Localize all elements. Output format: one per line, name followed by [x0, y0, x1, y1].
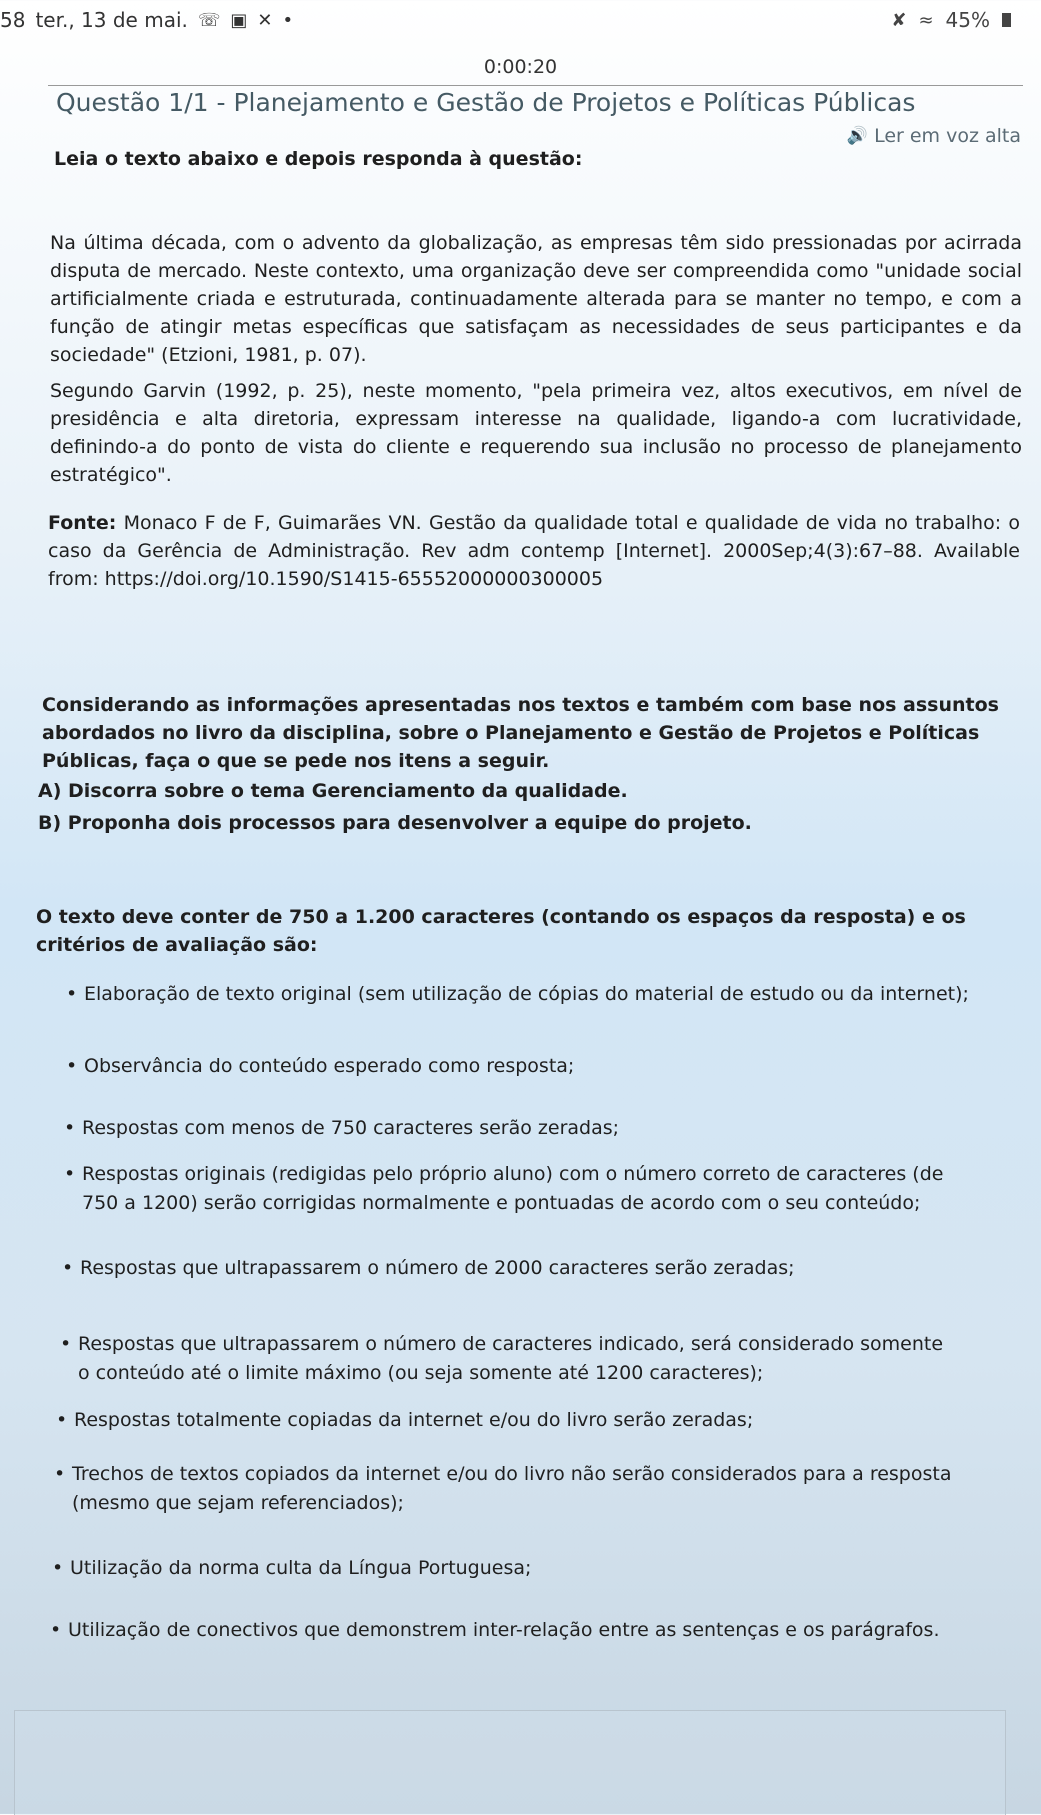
- mute-icon: ✘: [891, 9, 907, 31]
- question-title: Questão 1/1 - Planejamento e Gestão de Projetos e Políticas Públicas: [56, 88, 916, 117]
- instruction-text: Leia o texto abaixo e depois responda à questão:: [54, 148, 583, 170]
- question-prompt: Considerando as informações apresentadas nos textos e também com base nos assuntos abordados no livro da disciplina, sobre o Planejamento e Gestão de Projetos e Políticas Públicas, faça o que se pede nos itens a seguir.: [42, 694, 999, 772]
- tools-icon: ✕: [257, 9, 273, 31]
- criteria-text: Utilização de conectivos que demonstrem inter-relação entre as sentenças e os parágrafos.: [68, 1619, 940, 1641]
- criteria-item: • Observância do conteúdo esperado como resposta;: [66, 1055, 575, 1077]
- more-dot-icon: •: [282, 9, 294, 31]
- status-time: 58: [0, 8, 26, 32]
- criteria-text: Observância do conteúdo esperado como resposta;: [84, 1055, 575, 1077]
- status-date: ter., 13 de mai.: [35, 8, 188, 32]
- criteria-item: • Respostas que ultrapassarem o número de 2000 caracteres serão zeradas;: [62, 1257, 795, 1279]
- criteria-intro: O texto deve conter de 750 a 1.200 caracteres (contando os espaços da resposta) e os critérios de avaliação são:: [36, 906, 966, 956]
- exam-timer: 0:00:20: [483, 56, 558, 78]
- battery-level: 45%: [945, 8, 990, 32]
- criteria-text: Respostas que ultrapassarem o número de caracteres indicado, será considerado somente o conteúdo até o limite máximo (ou seja somente até 1200 caracteres);: [78, 1333, 944, 1384]
- source-label: Fonte:: [48, 512, 117, 534]
- criteria-text: Respostas originais (redigidas pelo próprio aluno) com o número correto de caracteres (de 750 a 1200) serão corrigidas normalmente e pontuadas de acordo com o seu conteúdo;: [82, 1163, 944, 1214]
- criteria-item: • Elaboração de texto original (sem utilização de cópias do material de estudo ou da internet);: [66, 983, 969, 1005]
- text-paragraph-1: Na última década, com o advento da globalização, as empresas têm sido pressionadas por acirrada disputa de mercado. Neste contexto, uma organização deve ser compreendida como "unidade social artificialmente criada e estruturada, continuadamente alterada para se manter no tempo, e com a função de atingir metas específicas que satisfaçam as necessidades de seus participantes e da sociedade" (Etzioni, 1981, p. 07).: [50, 232, 1022, 366]
- criteria-item: • Respostas que ultrapassarem o número de caracteres indicado, será considerado somente o conteúdo até o limite máximo (ou seja somente até 1200 caracteres);: [60, 1333, 944, 1384]
- divider: [48, 85, 1023, 86]
- criteria-text: Trechos de textos copiados da internet e/ou do livro não serão considerados para a resposta (mesmo que sejam referenciados);: [72, 1463, 952, 1514]
- speaker-icon: 🔊: [846, 126, 869, 146]
- app-notification-icon: ▣: [230, 9, 248, 31]
- source-text: Monaco F de F, Guimarães VN. Gestão da qualidade total e qualidade de vida no trabalho: o caso da Gerência de Administração. Rev adm contemp [Internet]. 2000Sep;4(3):67–88. Available from: https://doi.org/10.1590/S1415-65552000000300005: [48, 512, 1020, 590]
- criteria-item: • Utilização da norma culta da Língua Portuguesa;: [52, 1557, 532, 1579]
- item-a: A) Discorra sobre o tema Gerenciamento da qualidade.: [38, 780, 628, 802]
- criteria-item: • Respostas originais (redigidas pelo próprio aluno) com o número correto de caracteres (de 750 a 1200) serão corrigidas normalmente e pontuadas de acordo com o seu conteúdo;: [64, 1163, 944, 1214]
- read-aloud-button[interactable]: [847, 125, 1021, 147]
- criteria-item: • Respostas totalmente copiadas da internet e/ou do livro serão zeradas;: [56, 1409, 754, 1431]
- criteria-text: Elaboração de texto original (sem utilização de cópias do material de estudo ou da internet);: [84, 983, 969, 1005]
- wifi-icon: ≈: [918, 9, 934, 31]
- criteria-item: • Utilização de conectivos que demonstrem inter-relação entre as sentenças e os parágrafos.: [50, 1619, 940, 1641]
- answer-textarea[interactable]: [14, 1710, 1006, 1815]
- criteria-text: Utilização da norma culta da Língua Portuguesa;: [70, 1557, 532, 1579]
- battery-icon: [1002, 13, 1011, 27]
- status-bar: [0, 0, 1041, 40]
- criteria-text: Respostas totalmente copiadas da internet e/ou do livro serão zeradas;: [74, 1409, 754, 1431]
- criteria-item: • Trechos de textos copiados da internet e/ou do livro não serão considerados para a resposta (mesmo que sejam referenciados);: [54, 1463, 952, 1514]
- criteria-item: • Respostas com menos de 750 caracteres serão zeradas;: [64, 1117, 620, 1139]
- criteria-text: Respostas com menos de 750 caracteres serão zeradas;: [82, 1117, 620, 1139]
- item-b: B) Proponha dois processos para desenvolver a equipe do projeto.: [38, 812, 752, 834]
- text-paragraph-2: Segundo Garvin (1992, p. 25), neste momento, "pela primeira vez, altos executivos, em nível de presidência e alta diretoria, expressam interesse na qualidade, ligando-a com lucratividade, definindo-a do ponto de vista do cliente e requerendo sua inclusão no processo de planejamento estratégico".: [50, 380, 1022, 486]
- source-citation: [48, 509, 1020, 593]
- read-aloud-label: Ler em voz alta: [874, 125, 1021, 147]
- whatsapp-icon: ☏: [197, 9, 221, 31]
- criteria-text: Respostas que ultrapassarem o número de 2000 caracteres serão zeradas;: [80, 1257, 795, 1279]
